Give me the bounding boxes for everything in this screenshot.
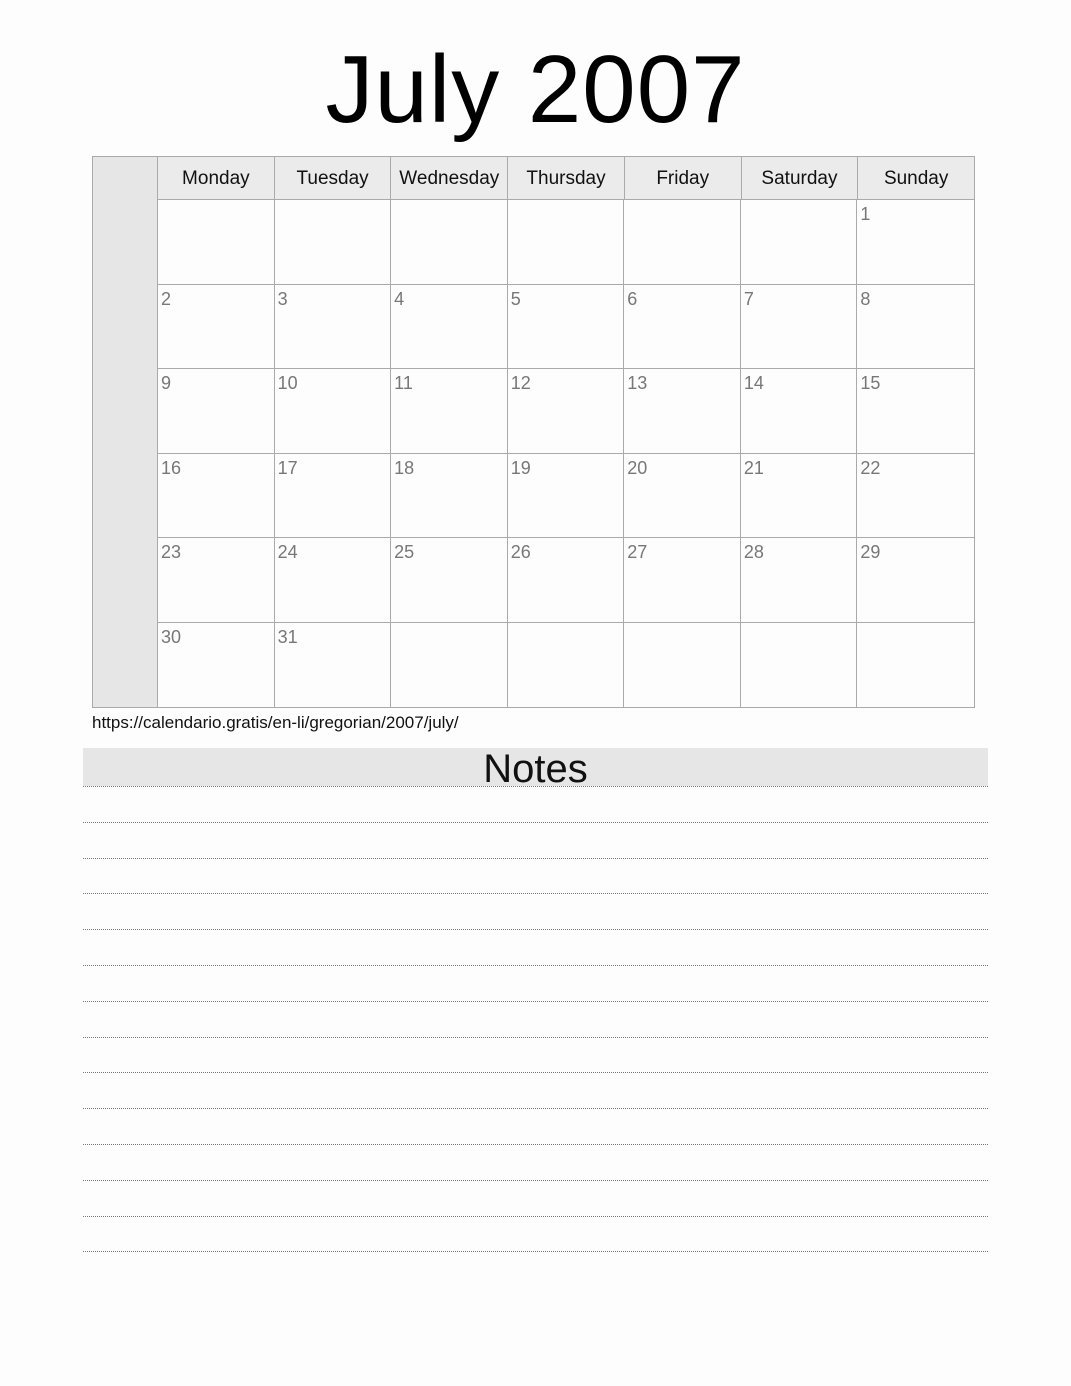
page-title: July 2007 [325, 36, 746, 143]
note-line [83, 1251, 988, 1252]
week-number-column [93, 157, 158, 707]
weekday-header [158, 157, 974, 200]
note-line [83, 929, 988, 965]
day-cell: 16 [158, 454, 275, 539]
day-cell [624, 623, 741, 708]
day-cell [275, 200, 392, 285]
day-cell [508, 200, 625, 285]
note-line [83, 1001, 988, 1037]
day-cell [624, 200, 741, 285]
day-cell: 17 [275, 454, 392, 539]
note-line [83, 858, 988, 894]
day-cell: 26 [508, 538, 625, 623]
day-cell: 21 [741, 454, 858, 539]
day-cell: 27 [624, 538, 741, 623]
note-line [83, 1072, 988, 1108]
day-cell [741, 623, 858, 708]
day-cell [857, 623, 974, 708]
weekday-label: Friday [625, 157, 742, 199]
day-cell: 9 [158, 369, 275, 454]
day-cell: 11 [391, 369, 508, 454]
weekday-label: Tuesday [275, 157, 392, 199]
day-cell: 13 [624, 369, 741, 454]
day-cell: 6 [624, 285, 741, 370]
note-line [83, 786, 988, 822]
weekday-label: Monday [158, 157, 275, 199]
day-cell: 24 [275, 538, 392, 623]
day-cell: 12 [508, 369, 625, 454]
note-line [83, 1144, 988, 1180]
day-cell: 4 [391, 285, 508, 370]
day-cell: 28 [741, 538, 858, 623]
day-cell: 22 [857, 454, 974, 539]
source-url: https://calendario.gratis/en-li/gregorian/2007/july/ [92, 713, 459, 732]
notes-lines [83, 786, 988, 1252]
note-line [83, 1180, 988, 1216]
day-cells [158, 200, 974, 707]
note-line [83, 1108, 988, 1144]
day-cell [158, 200, 275, 285]
day-cell: 31 [275, 623, 392, 708]
day-cell: 20 [624, 454, 741, 539]
note-line [83, 893, 988, 929]
day-cell: 14 [741, 369, 858, 454]
day-cell: 8 [857, 285, 974, 370]
day-cell: 7 [741, 285, 858, 370]
calendar-grid [92, 156, 975, 708]
day-cell: 2 [158, 285, 275, 370]
note-line [83, 822, 988, 858]
day-cell: 30 [158, 623, 275, 708]
day-cell: 10 [275, 369, 392, 454]
day-cell: 5 [508, 285, 625, 370]
day-cell: 19 [508, 454, 625, 539]
weekday-label: Saturday [742, 157, 859, 199]
note-line [83, 1037, 988, 1073]
day-cell: 18 [391, 454, 508, 539]
day-cell [391, 200, 508, 285]
weekday-label: Thursday [508, 157, 625, 199]
day-cell: 23 [158, 538, 275, 623]
day-cell: 29 [857, 538, 974, 623]
weekday-label: Wednesday [391, 157, 508, 199]
day-cell: 1 [857, 200, 974, 285]
note-line [83, 1216, 988, 1252]
day-cell [741, 200, 858, 285]
day-cell: 25 [391, 538, 508, 623]
day-cell: 15 [857, 369, 974, 454]
day-cell: 3 [275, 285, 392, 370]
day-cell [508, 623, 625, 708]
notes-heading: Notes [83, 748, 988, 786]
day-cell [391, 623, 508, 708]
weekday-label: Sunday [883, 168, 949, 189]
note-line [83, 965, 988, 1001]
